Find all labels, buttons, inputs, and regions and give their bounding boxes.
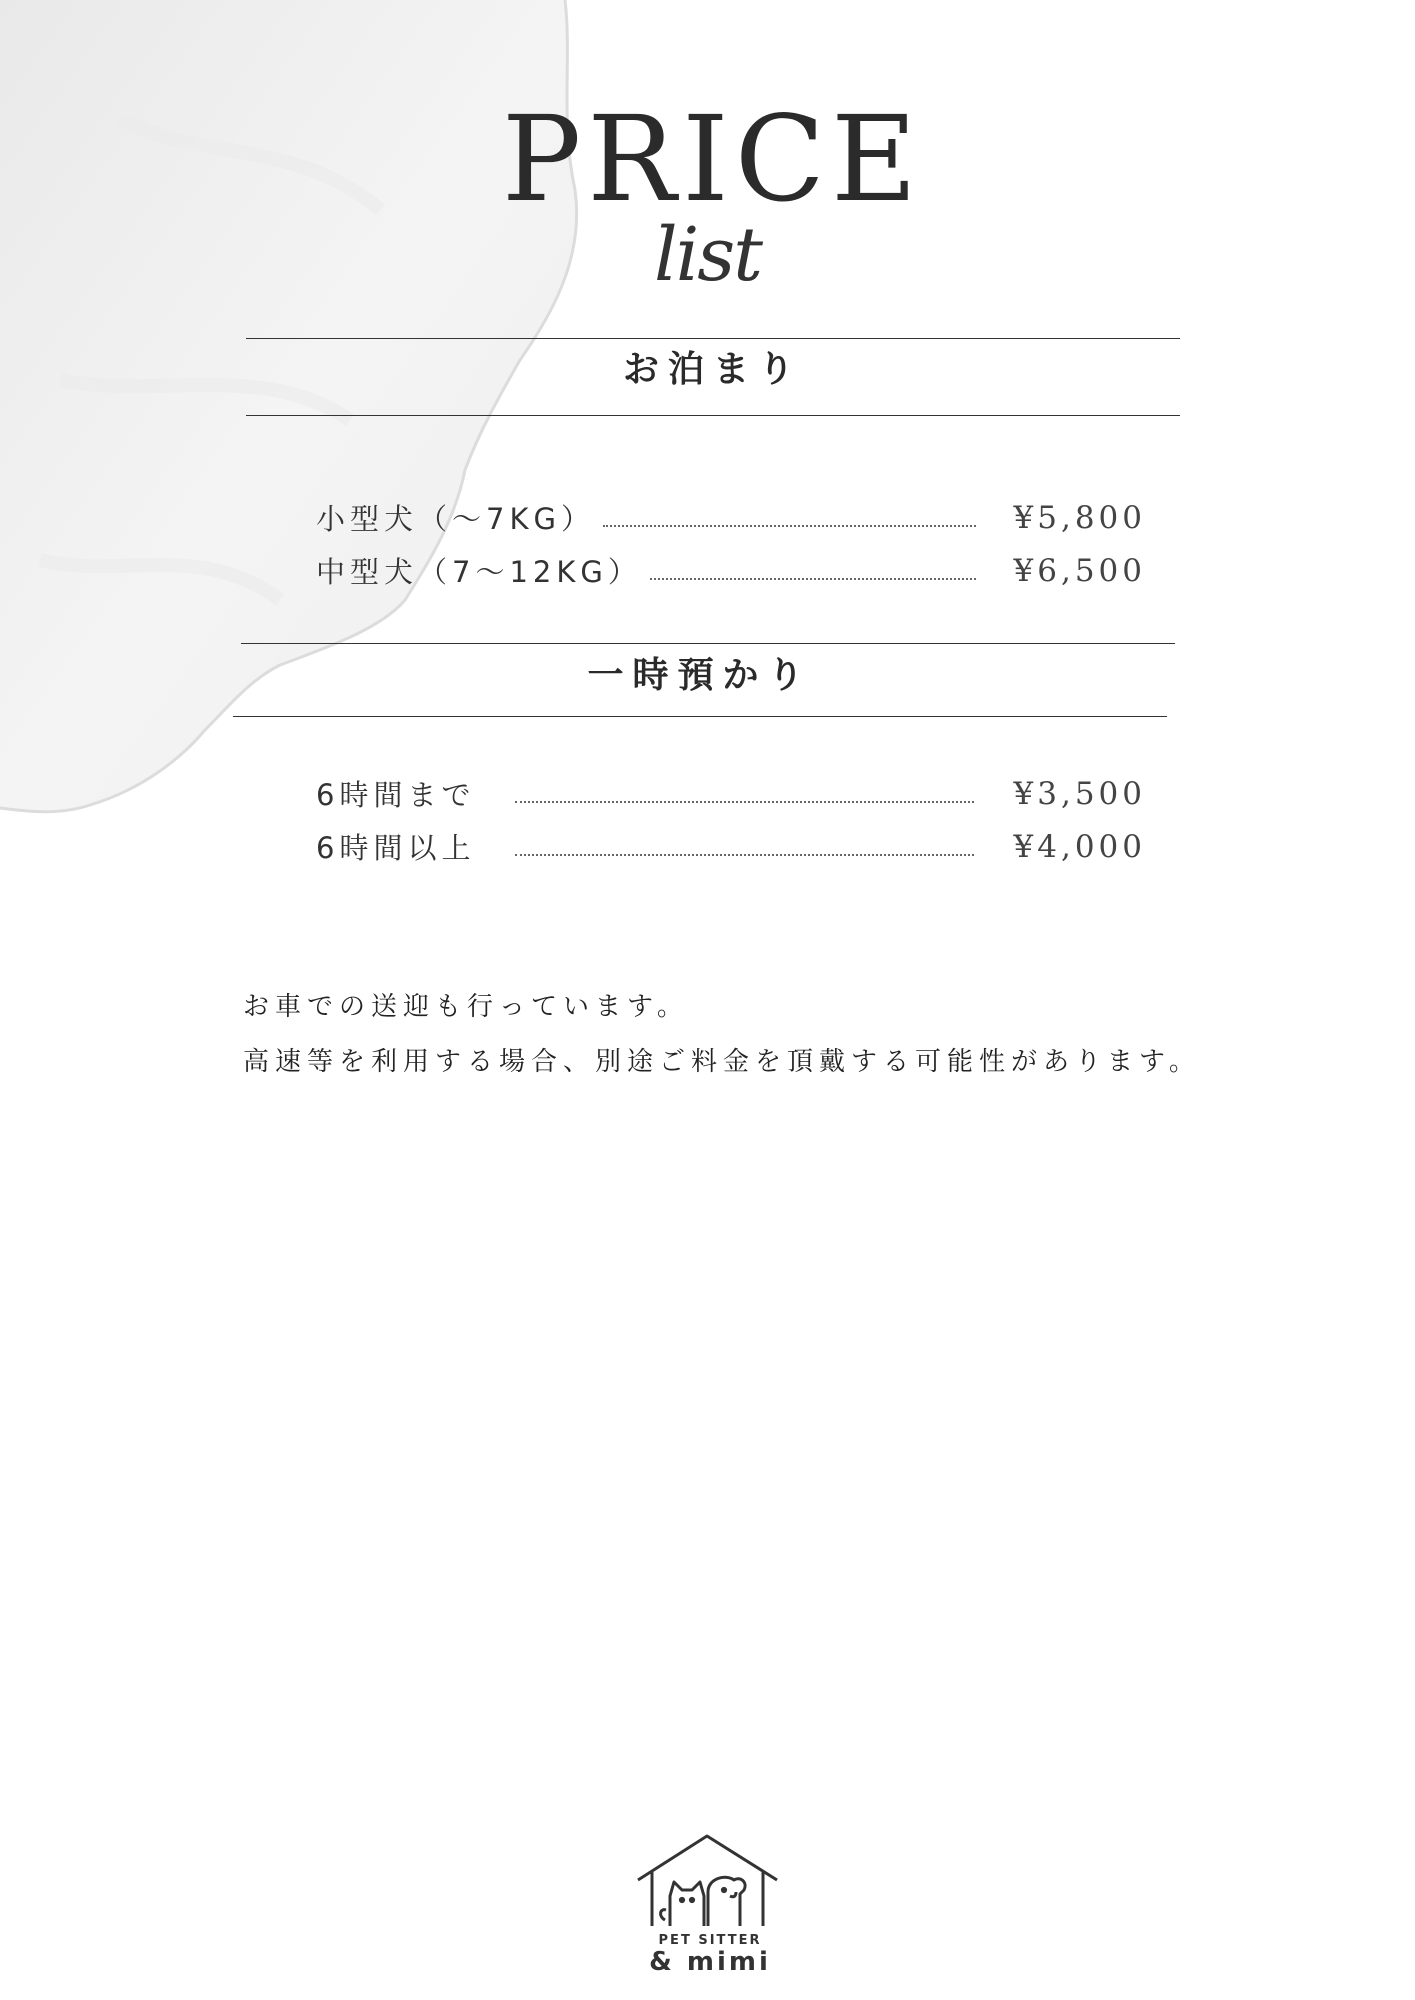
item-label: 小型犬（〜7KG） [316, 502, 595, 536]
logo-line1: PET SITTER [658, 1933, 762, 1948]
section-heading-overnight: お泊まり [622, 349, 803, 390]
dotted-leader [650, 578, 976, 580]
price-row [316, 500, 1146, 536]
title-list: list [653, 212, 762, 298]
item-price: ¥5,800 [1013, 500, 1146, 536]
pet-sitter-logo [630, 1830, 785, 1980]
price-row [316, 776, 1146, 812]
divider [246, 338, 1180, 339]
divider [246, 415, 1180, 416]
item-price: ¥3,500 [1013, 776, 1146, 812]
divider [241, 643, 1175, 644]
section-heading-daycare: 一時預かり [587, 655, 813, 696]
logo-line2: & mimi [649, 1947, 771, 1977]
item-label: 中型犬（7〜12KG） [316, 555, 642, 589]
price-row [316, 829, 1146, 865]
item-label: 6時間まで [316, 778, 476, 812]
item-price: ¥6,500 [1013, 553, 1146, 589]
house-cat-dog-icon [638, 1836, 777, 1926]
divider [233, 716, 1167, 717]
note-pickup: お車での送迎も行っています。 [243, 992, 689, 1022]
price-row [316, 553, 1146, 589]
dotted-leader [515, 854, 974, 856]
title-price: PRICE [501, 90, 924, 228]
note-highway-fee: 高速等を利用する場合、別途ご料金を頂戴する可能性があります。 [243, 1047, 1201, 1077]
dotted-leader [603, 525, 976, 527]
item-price: ¥4,000 [1013, 829, 1146, 865]
dotted-leader [515, 801, 974, 803]
item-label: 6時間以上 [316, 831, 476, 865]
